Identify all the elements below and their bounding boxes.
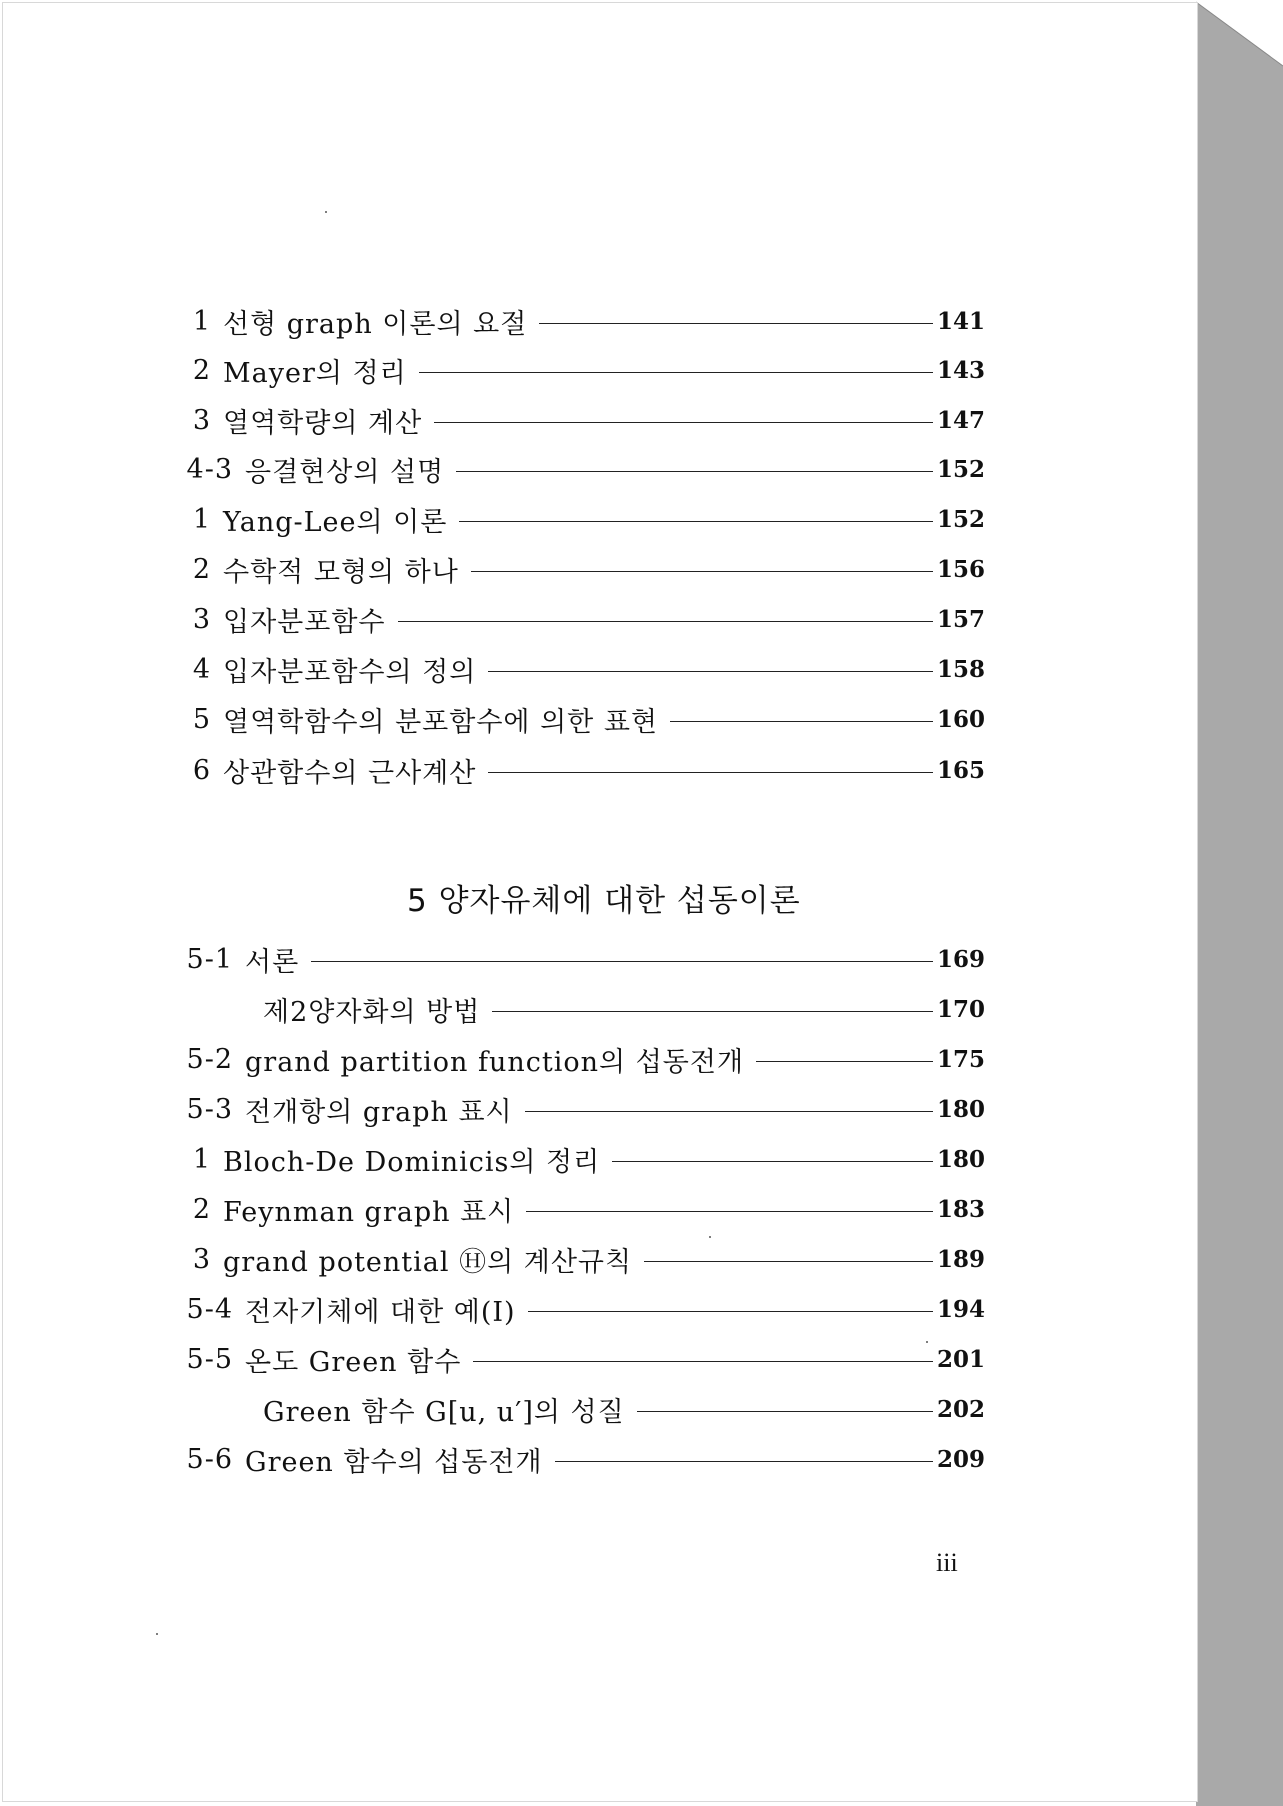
toc-entry-number: 5-1 [186,943,233,975]
toc-entry-title: 전개항의 graph 표시 [245,1096,513,1128]
toc-entry[interactable] [189,350,986,390]
toc-page-number: 169 [937,945,986,973]
toc-entry[interactable] [189,1189,986,1229]
toc-leader-line [528,1311,933,1312]
toc-page-number: 152 [937,455,986,483]
toc-leader-line [471,571,933,572]
toc-entry-title: Feynman graph 표시 [223,1196,515,1228]
toc-entry[interactable] [183,1039,986,1079]
toc-entry[interactable] [189,400,986,440]
toc-entry[interactable] [189,499,986,539]
toc-page-number: 202 [937,1395,986,1423]
toc-entry-number: 6 [192,754,211,786]
toc-leader-line [434,422,933,423]
toc-entry-title: 온도 Green 함수 [245,1346,462,1378]
toc-entry[interactable] [189,1239,986,1279]
toc-entry[interactable] [183,1389,986,1429]
toc-entry-number: 3 [192,404,211,436]
toc-page-number: 152 [937,505,986,533]
toc-entry[interactable] [189,549,986,589]
toc-entry-title: Green 함수의 섭동전개 [245,1446,543,1478]
toc-entry[interactable] [189,649,986,689]
toc-entry[interactable] [183,989,986,1029]
toc-entry-title: grand partition function의 섭동전개 [245,1046,745,1078]
toc-entry-number: 2 [192,1193,211,1225]
toc-entry-number: 2 [192,553,211,585]
toc-page-number: 157 [937,605,986,633]
toc-entry-title: Mayer의 정리 [223,357,407,389]
toc-entry-title: grand potential Ⓗ의 계산규칙 [223,1246,633,1278]
toc-leader-line [419,372,933,373]
toc-entry-number: 2 [192,354,211,386]
toc-page-number: 189 [937,1245,986,1273]
chapter-heading: 5 양자유체에 대한 섭동이론 [407,883,801,919]
toc-leader-line [644,1261,933,1262]
toc-entry-title: 응결현상의 설명 [245,456,445,488]
book-edge [1196,0,1283,1806]
toc-leader-line [459,521,933,522]
toc-leader-line [612,1161,933,1162]
speck [156,1633,158,1635]
toc-entry-number: 1 [192,305,211,337]
toc-page-number: 180 [937,1095,986,1123]
toc-entry[interactable] [189,699,986,739]
toc-entry-title: 입자분포함수의 정의 [223,656,477,688]
toc-leader-line [456,471,933,472]
toc-page-number: 143 [937,356,986,384]
toc-entry-title: 열역학량의 계산 [223,407,423,439]
toc-entry-title: 상관함수의 근사계산 [223,757,477,789]
toc-page-number: 201 [937,1345,986,1373]
toc-entry-title: Green 함수 G[u, u′]의 성질 [263,1396,625,1428]
toc-page-number: 156 [937,555,986,583]
toc-page-number: 160 [937,705,986,733]
toc-entry-number: 1 [192,503,211,535]
toc-entry[interactable] [189,1139,986,1179]
toc-entry-title: 열역학함수의 분포함수에 의한 표현 [223,706,658,738]
toc-leader-line [670,721,933,722]
toc-page-number: 170 [937,995,986,1023]
toc-entry[interactable] [183,939,986,979]
toc-entry-title: 전자기체에 대한 예(Ⅰ) [245,1296,516,1328]
toc-leader-line [526,1211,933,1212]
toc-entry-number: 5-2 [186,1043,233,1075]
toc-entry[interactable] [183,449,986,489]
speck [709,1236,711,1238]
toc-leader-line [488,772,933,773]
book-page [2,2,1198,1802]
toc-entry-number: 5-4 [186,1293,233,1325]
toc-leader-line [492,1011,933,1012]
toc-entry-number: 5-6 [186,1443,233,1475]
toc-entry[interactable] [189,750,986,790]
toc-leader-line [555,1461,933,1462]
toc-entry[interactable] [189,301,986,341]
toc-page-number: 209 [937,1445,986,1473]
toc-entry-number: 1 [192,1143,211,1175]
toc-entry-title: 서론 [245,946,300,978]
toc-leader-line [637,1411,933,1412]
toc-entry-number: 5-5 [186,1343,233,1375]
toc-entry[interactable] [183,1289,986,1329]
toc-entry-number: 5-3 [186,1093,233,1125]
toc-page-number: 147 [937,406,986,434]
toc-leader-line [473,1361,933,1362]
toc-entry-title: Bloch-De Dominicis의 정리 [223,1146,601,1178]
toc-entry-number: 3 [192,1243,211,1275]
toc-entry[interactable] [189,599,986,639]
toc-entry-number: 3 [192,603,211,635]
toc-page-number: 141 [937,307,986,335]
toc-entry-number: 4 [192,653,211,685]
toc-entry-number: 4-3 [186,453,233,485]
toc-leader-line [311,961,933,962]
toc-entry[interactable] [183,1439,986,1479]
toc-leader-line [488,671,933,672]
toc-leader-line [539,323,933,324]
toc-entry-title: 입자분포함수 [223,606,386,638]
toc-entry[interactable] [183,1089,986,1129]
toc-page-number: 158 [937,655,986,683]
toc-page-number: 175 [937,1045,986,1073]
toc-leader-line [525,1111,933,1112]
speck [325,211,327,213]
page-folio: iii [936,1548,958,1577]
toc-leader-line [756,1061,933,1062]
toc-page-number: 165 [937,756,986,784]
toc-leader-line [398,621,934,622]
toc-entry-title: Yang-Lee의 이론 [223,506,448,538]
toc-entry[interactable] [183,1339,986,1379]
toc-page-number: 194 [937,1295,986,1323]
toc-entry-number: 5 [192,703,211,735]
toc-page-number: 180 [937,1145,986,1173]
toc-entry-title: 수학적 모형의 하나 [223,556,459,588]
toc-entry-title: 제2양자화의 방법 [263,996,481,1028]
toc-page-number: 183 [937,1195,986,1223]
toc-entry-title: 선형 graph 이론의 요절 [223,308,528,340]
